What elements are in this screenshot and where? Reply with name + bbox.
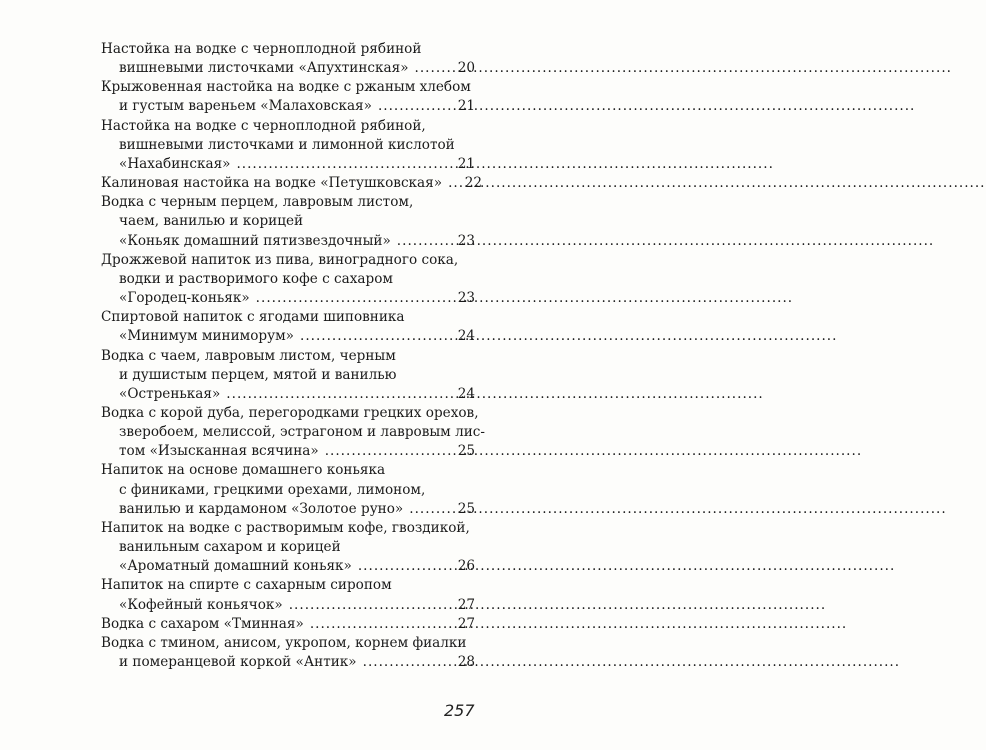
- toc-entry: [101, 174, 483, 193]
- dot-leader: [300, 327, 451, 346]
- dot-leader: [325, 442, 451, 461]
- toc-entry-line: Водка с черным перцем, лавровым листом,: [101, 194, 414, 211]
- toc-page-number: 26: [457, 558, 475, 575]
- toc-page-number: 27: [457, 615, 475, 632]
- dot-leader: [256, 289, 451, 308]
- dot-leader: [448, 174, 458, 193]
- toc-entry-line: Водка с чаем, лавровым листом, черным: [101, 347, 396, 364]
- toc-entry-line: Напиток на основе домашнего коньяка: [101, 462, 386, 479]
- toc-entry-line: [101, 500, 475, 519]
- dot-leader: [358, 557, 451, 576]
- toc-entry: [101, 461, 475, 518]
- toc-page-number: 21: [457, 98, 475, 115]
- toc-entry-line: Напиток на спирте с сахарным сиропом: [101, 577, 392, 594]
- toc-entry-text: том «Изысканная всячина»: [119, 443, 319, 460]
- page-number: 257: [444, 701, 475, 720]
- toc-entry-line: и душистым перцем, мятой и ванилью: [119, 366, 397, 383]
- toc-page-number: 28: [457, 654, 475, 670]
- dot-leader: [397, 232, 451, 251]
- toc-entry-line: Крыжовенная настойка на водке с ржаным хлебом: [101, 79, 471, 96]
- toc-entry-line: Водка с корой дуба, перегородками грецких орехов,: [101, 404, 479, 421]
- toc-entry: [101, 193, 475, 250]
- toc-entry-line: [101, 327, 475, 346]
- toc-entry: [101, 519, 475, 576]
- toc-entry-text: ванилью и кардамоном «Золотое руно»: [119, 500, 404, 517]
- toc-entry-line: [101, 155, 475, 174]
- toc-entry-line: [101, 557, 475, 576]
- dot-leader: [310, 615, 451, 634]
- toc-entry: [101, 117, 475, 174]
- dot-leader: [378, 97, 451, 116]
- table-of-contents: [101, 40, 485, 672]
- toc-page-number: 23: [457, 290, 475, 307]
- toc-entry-line: чаем, ванилью и корицей: [119, 213, 304, 230]
- toc-entry-line: Водка с тмином, анисом, укропом, корнем фиалки: [101, 634, 467, 651]
- toc-entry-line: водки и растворимого кофе с сахаром: [119, 270, 393, 287]
- toc-entry-text: «Остренькая»: [119, 385, 221, 402]
- toc-entry-line: [101, 232, 475, 251]
- toc-page-number: 27: [457, 596, 475, 613]
- toc-entry-line: зверобоем, мелиссой, эстрагоном и лавровым лис-: [119, 424, 485, 441]
- toc-entry: [101, 78, 475, 116]
- dot-leader: [226, 385, 451, 404]
- toc-entry-text: «Ароматный домашний коньяк»: [119, 558, 352, 575]
- toc-entry-line: [101, 97, 475, 116]
- toc-entry-line: Настойка на водке с черноплодной рябиной,: [101, 117, 426, 134]
- toc-entry-line: [101, 442, 475, 461]
- toc-entry-text: и померанцевой коркой «Антик»: [119, 654, 357, 670]
- toc-entry: [101, 615, 475, 634]
- toc-entry-line: Напиток на водке с растворимым кофе, гвоздикой,: [101, 519, 470, 536]
- dot-leader: [236, 155, 451, 174]
- toc-entry-line: Дрожжевой напиток из пива, виноградного сока,: [101, 251, 459, 268]
- toc-page-number: 25: [457, 500, 475, 517]
- toc-entry: [101, 308, 475, 346]
- toc-entry-line: [101, 59, 475, 78]
- toc-entry: [101, 40, 475, 78]
- toc-entry-line: Спиртовой напиток с ягодами шиповника: [101, 309, 405, 326]
- toc-entry: [101, 251, 475, 308]
- toc-entry-line: [101, 289, 475, 308]
- toc-entry-text: «Кофейный коньячок»: [119, 596, 283, 613]
- toc-entry-line: [101, 385, 475, 404]
- toc-entry-text: «Коньяк домашний пятизвездочный»: [119, 232, 391, 249]
- toc-entry-text: вишневыми листочками «Апухтинская»: [119, 60, 409, 77]
- toc-entry-text: Калиновая настойка на водке «Петушковская»: [101, 175, 443, 192]
- toc-entry-text: «Минимум миниморум»: [119, 328, 294, 345]
- dot-leader: [363, 653, 451, 672]
- dot-leader: [415, 59, 451, 78]
- toc-entry-line: [101, 174, 483, 193]
- toc-entry-text: «Городец-коньяк»: [119, 290, 250, 307]
- toc-entry-line: Настойка на водке с черноплодной рябиной: [101, 41, 422, 57]
- dot-leader: [409, 500, 451, 519]
- toc-entry-line: вишневыми листочками и лимонной кислотой: [119, 136, 455, 153]
- toc-entry-line: с финиками, грецкими орехами, лимоном,: [119, 481, 426, 498]
- toc-page-number: 20: [457, 60, 475, 77]
- toc-entry-line: ванильным сахаром и корицей: [119, 539, 341, 556]
- toc-entry-text: и густым вареньем «Малаховская»: [119, 98, 372, 115]
- toc-entry: [101, 634, 475, 672]
- dot-leader: [289, 596, 451, 615]
- toc-entry-line: [101, 615, 475, 634]
- toc-page-number: 25: [457, 443, 475, 460]
- toc-page-number: 21: [457, 155, 475, 172]
- toc-entry-text: «Нахабинская»: [119, 155, 231, 172]
- toc-entry-line: [101, 596, 475, 615]
- toc-page-number: 23: [457, 232, 475, 249]
- toc-entry: [101, 404, 485, 461]
- toc-entry: [101, 347, 475, 404]
- toc-page-number: 22: [464, 175, 483, 192]
- toc-entry-text: Водка с сахаром «Тминная»: [101, 615, 304, 632]
- toc-page-number: 24: [457, 385, 475, 402]
- toc-entry: [101, 576, 475, 614]
- toc-entry-line: [101, 653, 475, 672]
- toc-page-number: 24: [457, 328, 475, 345]
